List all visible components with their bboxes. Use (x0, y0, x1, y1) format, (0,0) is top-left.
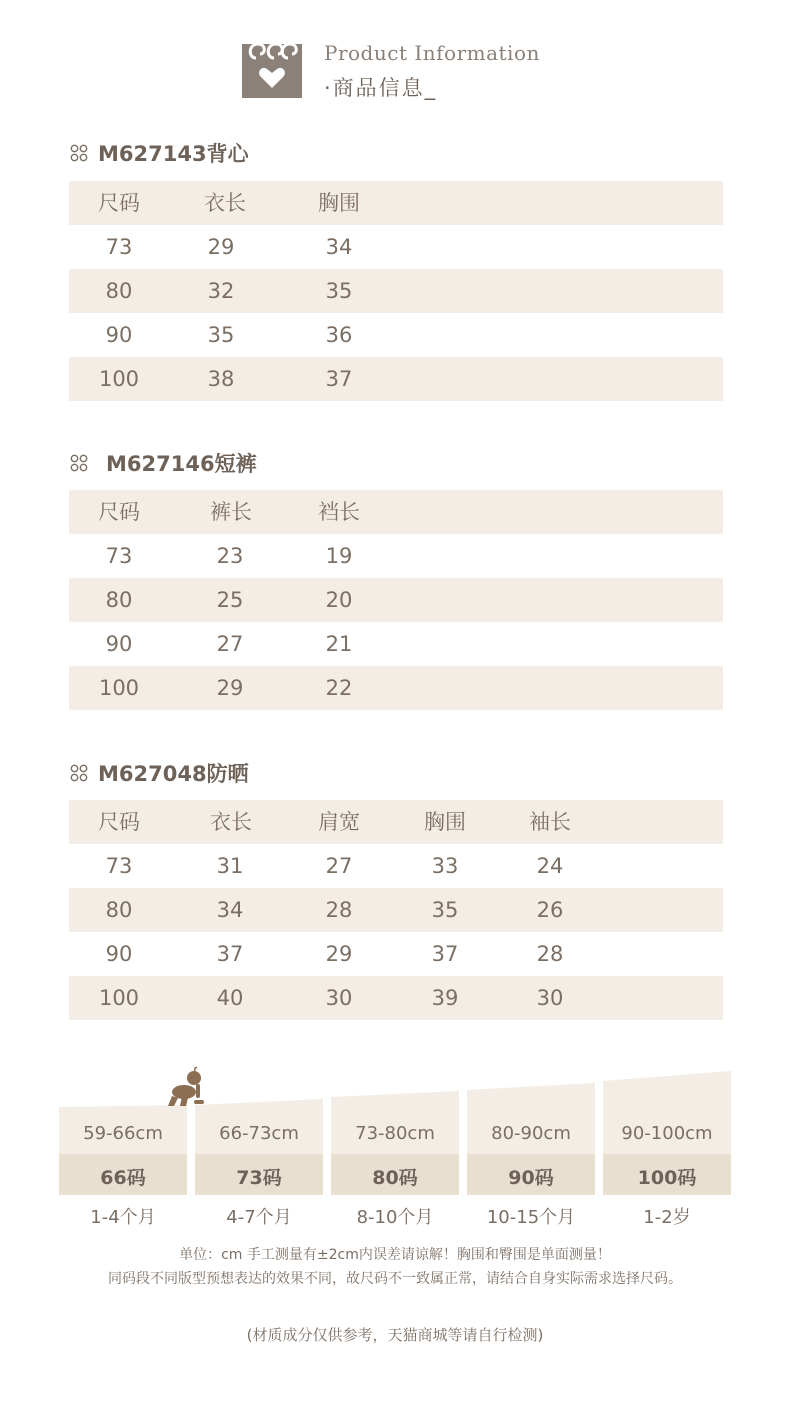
section-title-shorts (70, 448, 257, 478)
table-cell: 30 (325, 986, 353, 1010)
step-range: 59-66cm (83, 1123, 163, 1144)
table-cell: 34 (216, 898, 244, 922)
table-cell: 30 (536, 986, 564, 1010)
column-header: 尺码 (98, 810, 140, 834)
table-cell: 90 (105, 942, 133, 966)
size-variation-note: 同码段不同版型预想表达的效果不同，故尺码不一致属正常，请结合自身实际需求选择尺码。 (108, 1271, 682, 1287)
column-header: 尺码 (98, 500, 140, 524)
step-range: 73-80cm (355, 1123, 435, 1144)
shopping-bag-heart-icon (240, 36, 304, 100)
section-title-text: M627048防晒 (98, 762, 249, 786)
header-title-cn: ·商品信息_ (324, 76, 438, 100)
column-header: 尺码 (98, 191, 140, 215)
step-range: 66-73cm (219, 1123, 299, 1144)
table-cell: 73 (105, 854, 133, 878)
section-title-vest (70, 138, 249, 168)
table-cell: 23 (216, 544, 244, 568)
table-cell: 29 (325, 942, 353, 966)
size-table-shorts (69, 490, 723, 710)
table-cell: 27 (325, 854, 353, 878)
table-cell: 100 (98, 676, 140, 700)
table-header-row (69, 490, 723, 534)
table-cell: 36 (325, 323, 353, 347)
table-row (69, 844, 723, 888)
table-row (69, 357, 723, 401)
table-cell: 24 (536, 854, 564, 878)
table-cell: 19 (325, 544, 353, 568)
table-cell: 38 (207, 367, 235, 391)
section-title-text: M627146短裤 (106, 452, 257, 476)
step-age: 10-15个月 (486, 1207, 576, 1228)
column-header: 肩宽 (318, 810, 360, 834)
column-header: 胸围 (424, 810, 466, 834)
size-table-sun-protection (69, 800, 723, 1020)
step-age: 4-7个月 (226, 1207, 292, 1228)
section-title-text: M627143背心 (98, 142, 249, 166)
grid-icon (70, 144, 88, 162)
table-cell: 32 (207, 279, 235, 303)
table-cell: 90 (105, 323, 133, 347)
table-row (69, 313, 723, 357)
table-cell: 73 (105, 544, 133, 568)
column-header: 衣长 (204, 191, 246, 215)
grid-icon (70, 454, 88, 472)
table-cell: 29 (207, 235, 235, 259)
column-header: 袖长 (529, 810, 571, 834)
table-cell: 26 (536, 898, 564, 922)
column-header: 裤长 (210, 500, 252, 524)
table-cell: 35 (207, 323, 235, 347)
table-cell: 21 (325, 632, 353, 656)
material-disclaimer: (材质成分仅供参考，天猫商城等请自行检测) (246, 1326, 544, 1344)
step-range: 90-100cm (621, 1123, 713, 1144)
step-age: 8-10个月 (356, 1207, 434, 1228)
table-row (69, 269, 723, 313)
table-cell: 90 (105, 632, 133, 656)
table-cell: 37 (325, 367, 353, 391)
table-cell: 20 (325, 588, 353, 612)
column-header: 裆长 (318, 500, 360, 524)
table-cell: 40 (216, 986, 244, 1010)
table-row (69, 578, 723, 622)
table-cell: 80 (105, 588, 133, 612)
step-age: 1-2岁 (643, 1207, 691, 1228)
column-header: 胸围 (318, 191, 360, 215)
table-cell: 34 (325, 235, 353, 259)
table-cell: 28 (536, 942, 564, 966)
step-size-code: 90码 (508, 1167, 554, 1189)
table-cell: 29 (216, 676, 244, 700)
table-row (69, 622, 723, 666)
table-row (69, 225, 723, 269)
section-title-sun-protection (70, 758, 249, 788)
grid-icon (70, 764, 88, 782)
step-size-code: 80码 (372, 1167, 418, 1189)
table-cell: 100 (98, 367, 140, 391)
table-cell: 37 (431, 942, 459, 966)
table-cell: 39 (431, 986, 459, 1010)
table-row (69, 534, 723, 578)
table-cell: 25 (216, 588, 244, 612)
table-cell: 80 (105, 898, 133, 922)
step-age: 1-4个月 (90, 1207, 156, 1228)
table-row (69, 666, 723, 710)
table-cell: 27 (216, 632, 244, 656)
table-cell: 28 (325, 898, 353, 922)
measurement-note: 单位：cm 手工测量有±2cm内误差请谅解！胸围和臀围是单面测量！ (179, 1247, 611, 1263)
crawling-baby-icon (166, 1066, 210, 1110)
table-cell: 22 (325, 676, 353, 700)
table-cell: 80 (105, 279, 133, 303)
table-row (69, 932, 723, 976)
table-cell: 100 (98, 986, 140, 1010)
table-header-row (69, 181, 723, 225)
table-row (69, 888, 723, 932)
table-row (69, 976, 723, 1020)
table-cell: 35 (325, 279, 353, 303)
step-size-code: 100码 (637, 1167, 697, 1189)
table-cell: 35 (431, 898, 459, 922)
size-table-vest (69, 181, 723, 401)
step-range: 80-90cm (491, 1123, 571, 1144)
table-cell: 73 (105, 235, 133, 259)
step-size-code: 73码 (236, 1167, 282, 1189)
column-header: 衣长 (210, 810, 252, 834)
table-cell: 31 (216, 854, 244, 878)
table-cell: 33 (431, 854, 459, 878)
table-cell: 37 (216, 942, 244, 966)
header-title-en: Product Information (324, 41, 540, 65)
table-header-row (69, 800, 723, 844)
step-size-code: 66码 (100, 1167, 146, 1189)
